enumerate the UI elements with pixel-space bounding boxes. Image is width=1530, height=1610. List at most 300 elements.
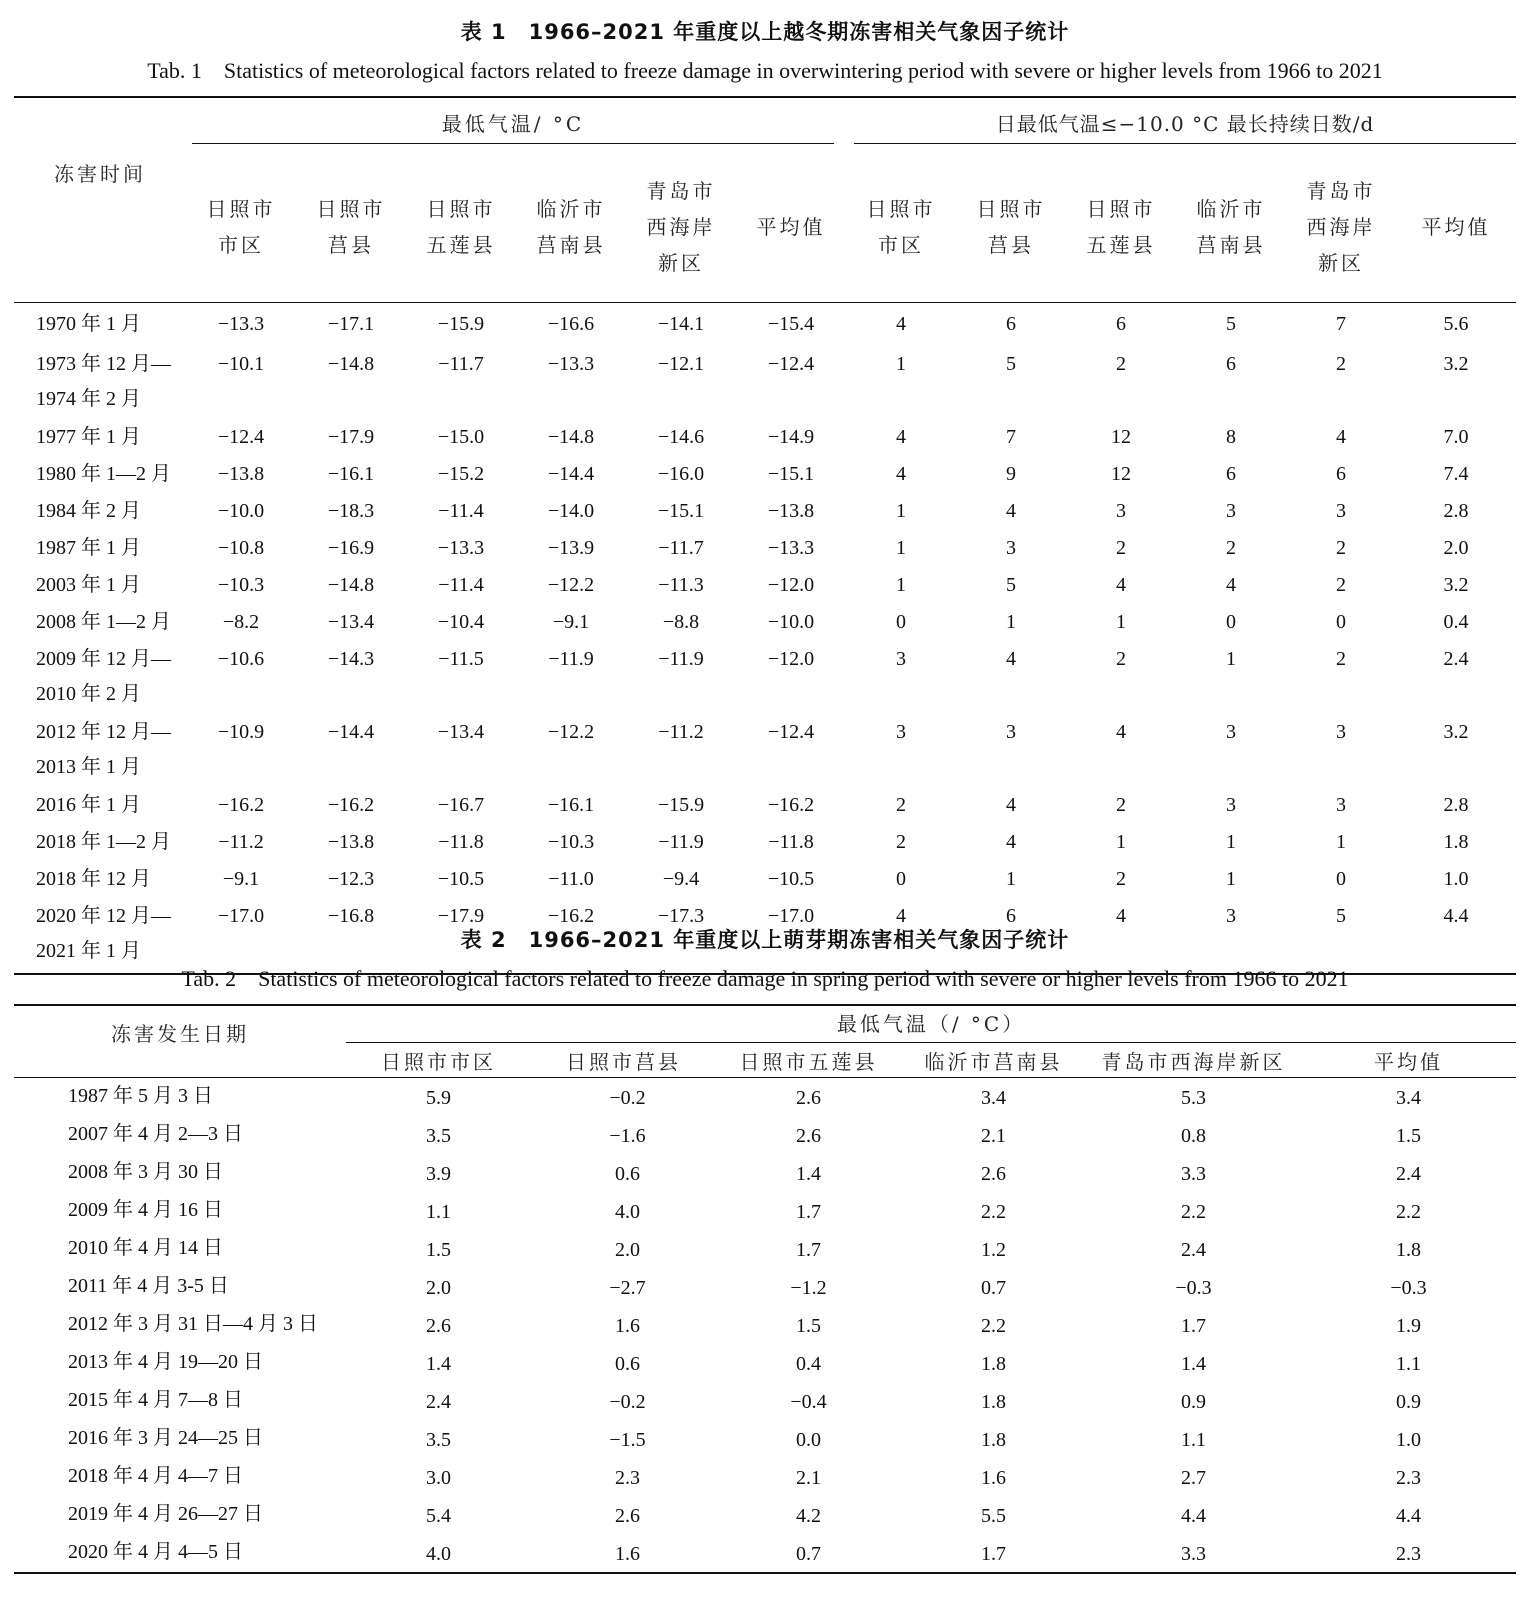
table2-value-cell: −1.5 <box>609 1429 646 1451</box>
table2-value-cell: 2.6 <box>796 1087 821 1109</box>
table1-value-cell: −13.8 <box>327 831 375 853</box>
table2-header-group-row <box>14 1005 1516 1043</box>
table1-value-cell: 2 <box>1116 353 1126 375</box>
table1-time-line: 2013 年 1 月 <box>36 756 141 778</box>
table-row <box>14 1496 1516 1534</box>
table2-value-cell: −0.4 <box>790 1391 827 1413</box>
table1-value-cell: 2.4 <box>1443 648 1469 670</box>
table1-value-cell: −10.5 <box>437 868 485 890</box>
table-row <box>14 824 1516 861</box>
table1-time-cell <box>14 303 186 347</box>
table1-value-cell: 1 <box>1226 868 1236 890</box>
table2-date-cell: 2009 年 4 月 16 日 <box>68 1199 223 1221</box>
table1-value-cell: −13.3 <box>217 313 265 335</box>
table2-value-cell: 0.6 <box>615 1163 640 1185</box>
table2-value-cell: 1.2 <box>981 1239 1006 1261</box>
table1-value-cell: −14.4 <box>547 463 595 485</box>
table2-date-cell: 2016 年 3 月 24—25 日 <box>68 1427 263 1449</box>
table1-value-cell: −9.1 <box>222 868 260 890</box>
table1-col-header-line: 临沂市 <box>536 196 606 221</box>
table1-value-cell: 2.0 <box>1443 537 1469 559</box>
table1-value-cell: −16.7 <box>437 794 485 816</box>
table-row <box>14 530 1516 567</box>
table1-value-cell: −14.8 <box>547 426 595 448</box>
table1-value-cell: −16.8 <box>296 898 406 974</box>
table1-value-cell: −13.8 <box>217 463 265 485</box>
table1-value-cell: 5 <box>1006 353 1016 375</box>
table2-value-cell: 2.2 <box>981 1201 1006 1223</box>
table1-value-cell: −11.7 <box>438 353 484 375</box>
table2-value-cell: 2.0 <box>615 1239 640 1261</box>
table1-value-cell: 5 <box>1286 898 1396 974</box>
table1-value-cell: −16.1 <box>547 794 595 816</box>
table1-value-cell: −10.9 <box>217 721 265 743</box>
table1-header-group-row <box>14 97 1516 151</box>
table2-value-cell: −0.3 <box>1390 1277 1427 1299</box>
table1-value-cell: −10.5 <box>767 868 815 890</box>
table1-value-cell: 1 <box>896 537 906 559</box>
table1-group-min-temp <box>186 97 846 151</box>
table1-value-cell: 12 <box>1111 463 1131 485</box>
table1-value-cell: 9 <box>1006 463 1016 485</box>
table1-value-cell: 1 <box>1336 831 1346 853</box>
table1-value-cell: −15.9 <box>437 313 485 335</box>
table2-value-cell: 2.1 <box>981 1125 1006 1147</box>
table2-value-cell: 2.6 <box>615 1505 640 1527</box>
table2-date-cell: 2018 年 4 月 4—7 日 <box>68 1465 243 1487</box>
table2-value-cell: 1.6 <box>531 1534 716 1573</box>
table1-value-cell: −12.1 <box>657 353 705 375</box>
table1-col-header <box>846 151 956 302</box>
table2-value-cell: 2.1 <box>796 1467 821 1489</box>
table2-value-cell: 2.4 <box>1396 1163 1422 1185</box>
table1-value-cell: 0 <box>1336 868 1346 890</box>
table1-value-cell: −13.8 <box>767 500 815 522</box>
table1-value-cell: −16.2 <box>767 794 815 816</box>
table1-value-cell: 0 <box>1226 611 1236 633</box>
table2-value-cell: 0.7 <box>981 1277 1006 1299</box>
table2-date-cell: 2020 年 4 月 4—5 日 <box>14 1534 346 1573</box>
table2-value-cell: 3.4 <box>1396 1087 1422 1109</box>
table2-value-cell: 4.4 <box>1181 1505 1206 1527</box>
table1-value-cell: 2 <box>1116 537 1126 559</box>
table1-value-cell: 4.4 <box>1396 898 1516 974</box>
table-row <box>14 1344 1516 1382</box>
table1-col-header-line: 日照市 <box>206 196 276 221</box>
table1-col-header-line: 市区 <box>218 232 264 257</box>
table2-value-cell: 0.6 <box>615 1353 640 1375</box>
table1-col-header-line: 莒县 <box>328 232 374 257</box>
table2-value-cell: 5.3 <box>1181 1087 1206 1109</box>
table1-value-cell: −11.8 <box>438 831 484 853</box>
table1-col-header <box>626 151 736 302</box>
table1-value-cell: 2.8 <box>1443 794 1469 816</box>
table1-value-cell: −10.0 <box>217 500 265 522</box>
table2-value-cell: 2.2 <box>1396 1201 1422 1223</box>
table1-time-line: 2008 年 1—2 月 <box>36 611 171 633</box>
table2-value-cell: 1.5 <box>1396 1125 1422 1147</box>
table-row <box>14 1116 1516 1154</box>
table1-value-cell: 1 <box>896 353 906 375</box>
table1-value-cell: 2 <box>1226 537 1236 559</box>
table1-value-cell: −16.2 <box>327 794 375 816</box>
table2-value-cell: 0.9 <box>1396 1391 1422 1413</box>
table2-value-cell: 4.2 <box>796 1505 821 1527</box>
table1-value-cell: −10.6 <box>217 648 265 670</box>
table1-col-header <box>1176 151 1286 302</box>
table2-value-cell: 2.3 <box>1301 1534 1516 1573</box>
table1-value-cell: 4 <box>1006 648 1016 670</box>
table2-date-cell: 2013 年 4 月 19—20 日 <box>68 1351 263 1373</box>
table2-col-header: 日照市市区 <box>346 1043 531 1078</box>
table1-col-header-line: 五莲县 <box>1086 232 1156 257</box>
table1-value-cell: 3.2 <box>1443 721 1469 743</box>
table1-value-cell: −12.3 <box>327 868 375 890</box>
table1-value-cell: −9.4 <box>662 868 700 890</box>
table1-value-cell: −13.4 <box>327 611 375 633</box>
table2-value-cell: 1.8 <box>981 1391 1006 1413</box>
table1-value-cell: −16.0 <box>657 463 705 485</box>
table1-value-cell: 3 <box>1336 721 1346 743</box>
table2-value-cell: 1.7 <box>1181 1315 1206 1337</box>
table2-value-cell: 2.3 <box>615 1467 640 1489</box>
table2-date-cell: 1987 年 5 月 3 日 <box>68 1085 213 1107</box>
table1-value-cell: 1 <box>1006 611 1016 633</box>
table2-value-cell: 0.8 <box>1181 1125 1206 1147</box>
table1-col-header-line: 临沂市 <box>1196 196 1266 221</box>
table2-value-cell: 1.5 <box>426 1239 451 1261</box>
table1-time-cell <box>14 641 186 714</box>
table2-value-cell: 2.6 <box>981 1163 1006 1185</box>
table1-col-header-line: 日照市 <box>976 196 1046 221</box>
table2-value-cell: −1.2 <box>790 1277 827 1299</box>
table1-value-cell: −15.9 <box>657 794 705 816</box>
table2-value-cell: 2.2 <box>1181 1201 1206 1223</box>
table1-col-header-line: 西海岸 <box>1306 214 1376 239</box>
table1-col-header <box>1286 151 1396 302</box>
table-row <box>14 419 1516 456</box>
table1-col-header-line: 日照市 <box>316 196 386 221</box>
table1-value-cell: 2 <box>1336 648 1346 670</box>
table1-col-header-line: 平均值 <box>756 214 826 239</box>
table1 <box>14 96 1516 975</box>
table1-value-cell: 2 <box>1336 353 1346 375</box>
table1-col-header-line: 日照市 <box>426 196 496 221</box>
table1-time-line: 2016 年 1 月 <box>36 794 141 816</box>
table1-value-cell: 1 <box>1226 648 1236 670</box>
table2-value-cell: 1.7 <box>901 1534 1086 1573</box>
table1-value-cell: 2 <box>1116 868 1126 890</box>
table1-time-line: 1974 年 2 月 <box>36 388 141 410</box>
table1-value-cell: 6 <box>956 898 1066 974</box>
table-row <box>14 567 1516 604</box>
table1-time-cell <box>14 824 186 861</box>
table1-value-cell: −10.3 <box>217 574 265 596</box>
table1-value-cell: −10.8 <box>217 537 265 559</box>
table2-value-cell: 2.4 <box>1181 1239 1206 1261</box>
table1-value-cell: 4 <box>896 426 906 448</box>
table1-col-header-line: 莒县 <box>988 232 1034 257</box>
table1-value-cell: −14.0 <box>547 500 595 522</box>
table1-value-cell: 5.6 <box>1443 313 1469 335</box>
table1-value-cell: 7 <box>1006 426 1016 448</box>
table1-time-cell <box>14 604 186 641</box>
table1-col-header-line: 市区 <box>878 232 924 257</box>
table1-value-cell: 0 <box>896 611 906 633</box>
table1-value-cell: −14.1 <box>657 313 705 335</box>
table1-value-cell: −10.3 <box>547 831 595 853</box>
table2-value-cell: 1.7 <box>796 1239 821 1261</box>
table1-value-cell: 1.0 <box>1443 868 1469 890</box>
table1-value-cell: −16.6 <box>547 313 595 335</box>
table1-value-cell: −13.9 <box>547 537 595 559</box>
table-row <box>14 493 1516 530</box>
table1-value-cell: −12.4 <box>767 721 815 743</box>
table1-value-cell: −12.4 <box>767 353 815 375</box>
table1-value-cell: 0 <box>1336 611 1346 633</box>
table2-value-cell: −0.2 <box>609 1087 646 1109</box>
table2-value-cell: 1.8 <box>1396 1239 1422 1261</box>
table1-time-cell <box>14 456 186 493</box>
table2-value-cell: 0.7 <box>716 1534 901 1573</box>
table1-value-cell: 5 <box>1006 574 1016 596</box>
table1-value-cell: 4 <box>896 313 906 335</box>
table1-col-header-line: 日照市 <box>866 196 936 221</box>
table2-value-cell: 2.3 <box>1396 1467 1422 1489</box>
table1-col-header-line: 平均值 <box>1421 214 1491 239</box>
table1-value-cell: −16.9 <box>327 537 375 559</box>
table2-col-header: 青岛市西海岸新区 <box>1086 1043 1301 1078</box>
table2-value-cell: 3.4 <box>981 1087 1006 1109</box>
table1-value-cell: 3 <box>1116 500 1126 522</box>
table1-value-cell: −17.9 <box>327 426 375 448</box>
table1-value-cell: 7 <box>1336 313 1346 335</box>
table1-col-header <box>296 151 406 302</box>
table1-col-header-line: 青岛市 <box>646 178 716 203</box>
table1-value-cell: 4 <box>1006 794 1016 816</box>
table1-value-cell: −13.3 <box>437 537 485 559</box>
table-row <box>14 1268 1516 1306</box>
table1-value-cell: 4 <box>1006 500 1016 522</box>
table2-row-header: 冻害发生日期 <box>14 1005 346 1078</box>
table1-value-cell: 1 <box>1006 868 1016 890</box>
table1-group-duration-label: 日最低气温≤−10.0 °C 最长持续日数/d <box>854 108 1516 144</box>
table-row <box>14 1230 1516 1268</box>
table2-value-cell: 3.3 <box>1181 1163 1206 1185</box>
table1-col-header <box>736 151 846 302</box>
table2-value-cell: 5.5 <box>981 1505 1006 1527</box>
table1-time-line: 1980 年 1—2 月 <box>36 463 171 485</box>
table1-value-cell: 3 <box>1006 537 1016 559</box>
table2-value-cell: 1.1 <box>1181 1429 1206 1451</box>
table1-value-cell: −13.3 <box>767 537 815 559</box>
table1-time-line: 2021 年 1 月 <box>36 940 141 962</box>
table1-time-line: 2012 年 12 月— <box>36 721 171 743</box>
table1-value-cell: 4 <box>846 898 956 974</box>
table2-value-cell: 5.4 <box>426 1505 451 1527</box>
table1-col-header <box>186 151 296 302</box>
table1-value-cell: 3 <box>1336 500 1346 522</box>
table1-value-cell: −11.4 <box>438 574 484 596</box>
table-row <box>14 1306 1516 1344</box>
table1-col-header-line: 新区 <box>658 250 704 275</box>
table1-time-cell <box>14 493 186 530</box>
table1-time-line: 2010 年 2 月 <box>36 683 141 705</box>
table1-value-cell: 1.8 <box>1443 831 1469 853</box>
table2-date-cell: 2007 年 4 月 2—3 日 <box>68 1123 243 1145</box>
table2-value-cell: 1.8 <box>981 1429 1006 1451</box>
table1-value-cell: 2 <box>1116 648 1126 670</box>
table1-value-cell: −11.7 <box>658 537 704 559</box>
table2-value-cell: −1.6 <box>609 1125 646 1147</box>
table-row <box>14 1154 1516 1192</box>
table1-value-cell: 4 <box>1336 426 1346 448</box>
table1-time-cell <box>14 419 186 456</box>
table1-value-cell: 7.0 <box>1443 426 1469 448</box>
table2-value-cell: 2.7 <box>1181 1467 1206 1489</box>
table2-group-min-temp <box>346 1005 1516 1043</box>
table2-value-cell: 2.2 <box>981 1315 1006 1337</box>
table2-col-header: 日照市莒县 <box>531 1043 716 1078</box>
table1-value-cell: −15.1 <box>767 463 815 485</box>
table2-value-cell: 2.4 <box>426 1391 451 1413</box>
table-row <box>14 604 1516 641</box>
table1-value-cell: 0.4 <box>1443 611 1469 633</box>
table1-row-header: 冻害时间 <box>14 97 186 303</box>
table1-value-cell: −17.1 <box>327 313 375 335</box>
table2-value-cell: 3.0 <box>426 1467 451 1489</box>
table1-caption-cn: 表 1 1966–2021 年重度以上越冬期冻害相关气象因子统计 <box>460 20 1070 44</box>
table1-time-cell <box>14 567 186 604</box>
table1-value-cell: 1 <box>1226 831 1236 853</box>
table-row <box>14 1192 1516 1230</box>
table1-value-cell: −11.8 <box>768 831 814 853</box>
table1-time-cell <box>14 714 186 787</box>
table1-value-cell: −11.9 <box>658 648 704 670</box>
table2-value-cell: 1.0 <box>1396 1429 1422 1451</box>
table2-value-cell: 1.1 <box>426 1201 451 1223</box>
table-row <box>14 303 1516 347</box>
table2-value-cell: 1.9 <box>1396 1315 1422 1337</box>
table2-date-cell: 2012 年 3 月 31 日—4 月 3 日 <box>68 1313 318 1335</box>
table2-col-header: 临沂市莒南县 <box>901 1043 1086 1078</box>
table1-value-cell: −12.0 <box>767 648 815 670</box>
table-row <box>14 456 1516 493</box>
table1-col-header <box>1066 151 1176 302</box>
table1-time-cell <box>14 530 186 567</box>
table-row <box>14 861 1516 898</box>
table1-value-cell: −11.3 <box>658 574 704 596</box>
table-row <box>14 1458 1516 1496</box>
table1-value-cell: 6 <box>1226 463 1236 485</box>
table2-value-cell: 3.9 <box>426 1163 451 1185</box>
table1-value-cell: 3 <box>1226 721 1236 743</box>
table-row <box>14 1382 1516 1420</box>
table1-value-cell: 6 <box>1226 353 1236 375</box>
table1-col-header-line: 青岛市 <box>1306 178 1376 203</box>
table2-date-cell: 2015 年 4 月 7—8 日 <box>68 1389 243 1411</box>
table2-value-cell: 3.5 <box>426 1125 451 1147</box>
table2-value-cell: 2.0 <box>426 1277 451 1299</box>
table2-value-cell: 0.0 <box>796 1429 821 1451</box>
table-row <box>14 346 1516 419</box>
table1-value-cell: −18.3 <box>327 500 375 522</box>
table1-value-cell: 12 <box>1111 426 1131 448</box>
table2 <box>14 1004 1516 1574</box>
table2-value-cell: 1.5 <box>796 1315 821 1337</box>
table2-date-cell: 2011 年 4 月 3-5 日 <box>68 1275 229 1297</box>
table2-value-cell: −0.3 <box>1175 1277 1212 1299</box>
table1-value-cell: 4 <box>1116 574 1126 596</box>
table-row <box>14 641 1516 714</box>
table1-value-cell: −10.1 <box>217 353 265 375</box>
table2-value-cell: 4.0 <box>346 1534 531 1573</box>
table1-time-line: 2009 年 12 月— <box>36 648 171 670</box>
table1-group-min-temp-label: 最低气温/ °C <box>192 108 834 144</box>
table1-value-cell: 2 <box>896 831 906 853</box>
table2-date-cell: 2010 年 4 月 14 日 <box>68 1237 223 1259</box>
table1-value-cell: 4 <box>1066 898 1176 974</box>
table1-value-cell: −8.8 <box>662 611 700 633</box>
table1-value-cell: 6 <box>1006 313 1016 335</box>
table1-col-header-line: 新区 <box>1318 250 1364 275</box>
table1-value-cell: 2.8 <box>1443 500 1469 522</box>
table1-time-line: 1973 年 12 月— <box>36 353 171 375</box>
table2-value-cell: −2.7 <box>609 1277 646 1299</box>
table1-value-cell: 3 <box>1226 794 1236 816</box>
table1-value-cell: 7.4 <box>1443 463 1469 485</box>
table1-value-cell: −10.0 <box>767 611 815 633</box>
table1-value-cell: −16.1 <box>327 463 375 485</box>
table1-value-cell: −15.2 <box>437 463 485 485</box>
table1-value-cell: −16.2 <box>217 794 265 816</box>
table2-value-cell: 2.6 <box>426 1315 451 1337</box>
table1-col-header-line: 五莲县 <box>426 232 496 257</box>
table1-value-cell: −9.1 <box>552 611 590 633</box>
table1-value-cell: 6 <box>1336 463 1346 485</box>
table2-col-header: 日照市五莲县 <box>716 1043 901 1078</box>
table1-header-col-row <box>14 151 1516 302</box>
table1-time-line: 2018 年 1—2 月 <box>36 831 171 853</box>
table2-value-cell: 1.7 <box>796 1201 821 1223</box>
table2-date-cell: 2019 年 4 月 26—27 日 <box>68 1503 263 1525</box>
table1-value-cell: −14.3 <box>327 648 375 670</box>
table2-caption-en: Tab. 2 Statistics of meteorological factors related to freeze damage in spring period with severe or higher levels from 1966 to 2021 <box>181 966 1349 991</box>
table1-value-cell: 4 <box>896 463 906 485</box>
table1-value-cell: −16.2 <box>516 898 626 974</box>
table1-value-cell: −11.4 <box>438 500 484 522</box>
table1-col-header <box>956 151 1066 302</box>
table1-value-cell: −17.0 <box>186 898 296 974</box>
table-row <box>14 787 1516 824</box>
table2-value-cell: 1.6 <box>615 1315 640 1337</box>
table1-time-line: 2003 年 1 月 <box>36 574 141 596</box>
table1-col-header-line: 日照市 <box>1086 196 1156 221</box>
table1-value-cell: −11.0 <box>548 868 594 890</box>
table1-value-cell: 3.2 <box>1443 574 1469 596</box>
table-row <box>14 1420 1516 1458</box>
table1-value-cell: 3.2 <box>1443 353 1469 375</box>
table1-value-cell: −11.9 <box>548 648 594 670</box>
table2-value-cell: 0.9 <box>1181 1391 1206 1413</box>
table1-value-cell: 3 <box>896 721 906 743</box>
table-row <box>14 1078 1516 1117</box>
table1-value-cell: 2 <box>1336 574 1346 596</box>
table2-value-cell: 3.5 <box>426 1429 451 1451</box>
table1-value-cell: 1 <box>896 500 906 522</box>
table1-value-cell: −14.9 <box>767 426 815 448</box>
table1-value-cell: 5 <box>1226 313 1236 335</box>
